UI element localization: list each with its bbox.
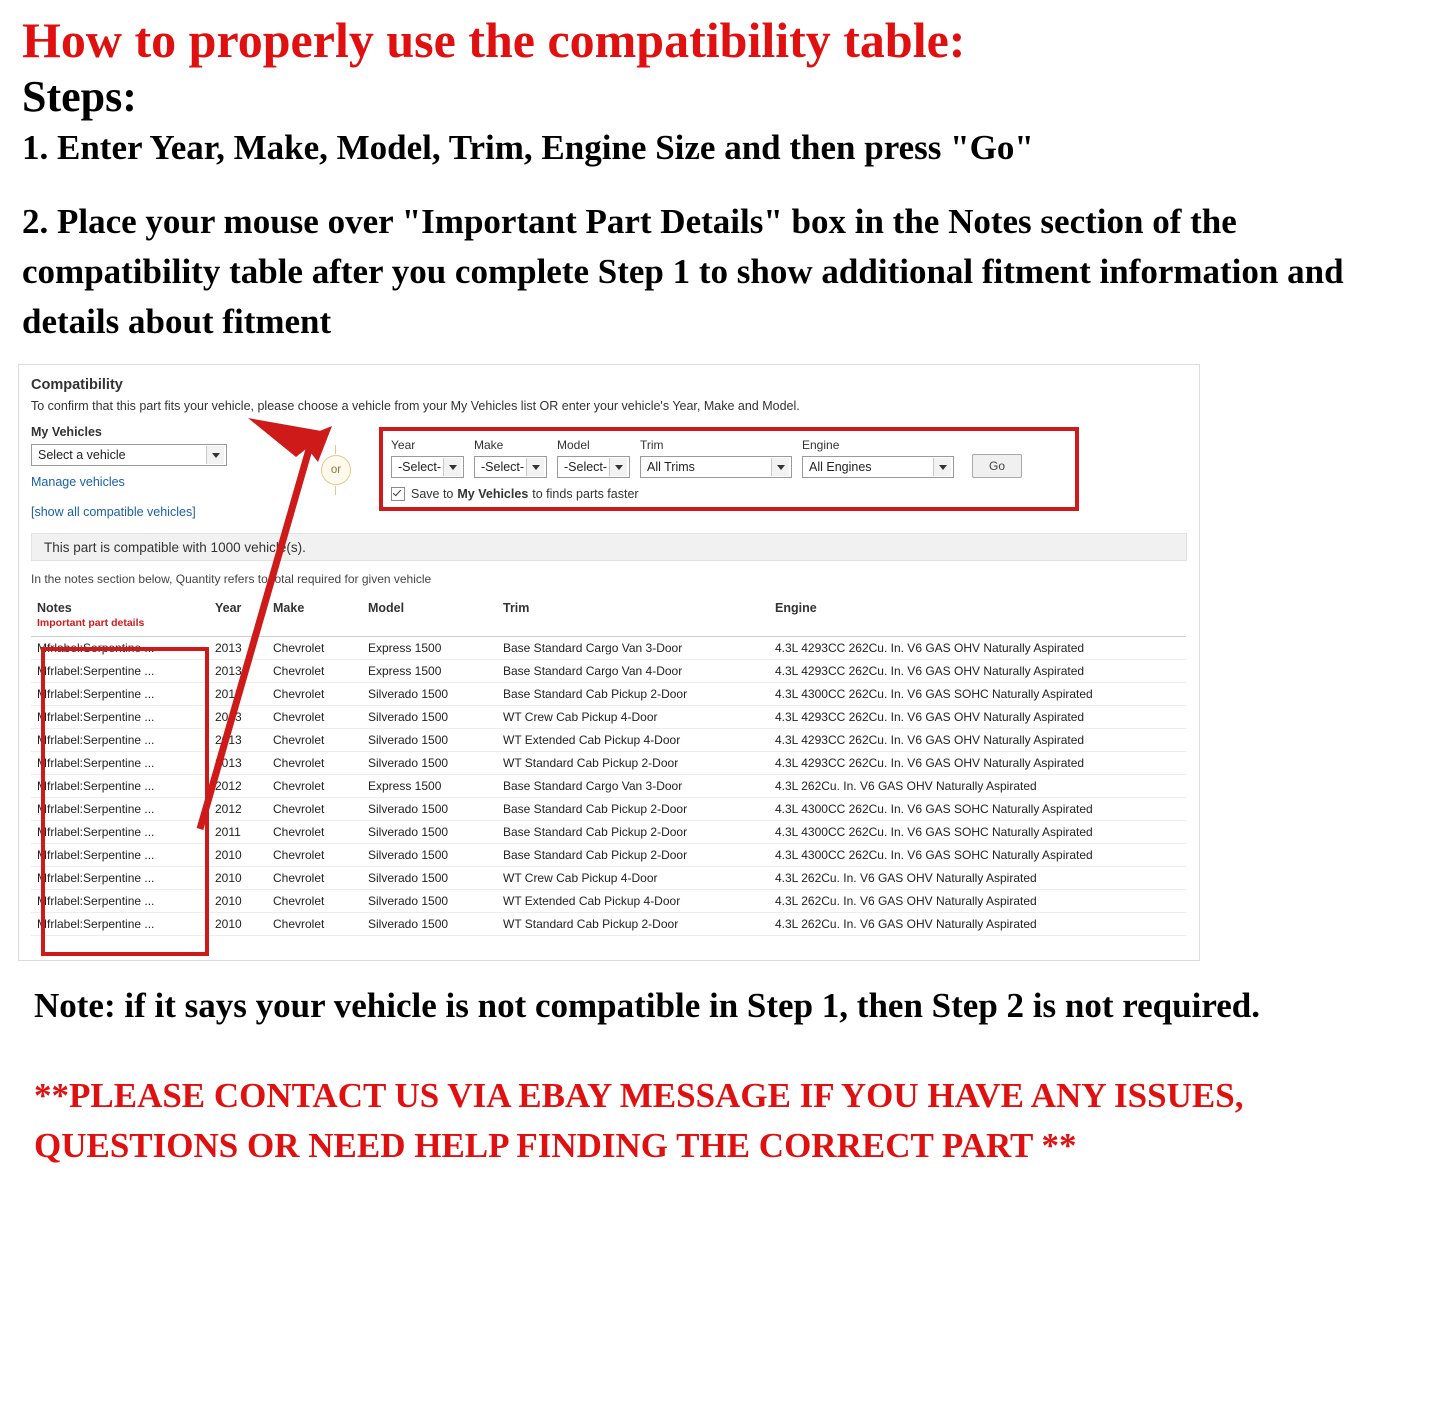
chevron-down-icon (526, 458, 544, 476)
cell-notes[interactable]: Mfrlabel:Serpentine ... (31, 637, 209, 660)
cell-trim: Base Standard Cargo Van 3-Door (497, 637, 769, 660)
page-title: How to properly use the compatibility table: (22, 12, 966, 68)
trim-label: Trim (640, 438, 664, 453)
engine-select[interactable] (802, 456, 954, 478)
cell-year: 2011 (209, 821, 267, 844)
show-all-compatible-vehicles-link[interactable]: [show all compatible vehicles] (31, 505, 196, 520)
cell-notes[interactable]: Mfrlabel:Serpentine ... (31, 752, 209, 775)
trim-field (640, 438, 792, 478)
cell-notes[interactable]: Mfrlabel:Serpentine ... (31, 890, 209, 913)
vehicle-select-value: Select a vehicle (38, 448, 126, 463)
contact-text: **PLEASE CONTACT US VIA EBAY MESSAGE IF YOU HAVE ANY ISSUES, QUESTIONS OR NEED HELP FINDING THE CORRECT PART ** (34, 1075, 1244, 1165)
year-select[interactable] (391, 456, 464, 478)
table-row (31, 844, 1186, 867)
cell-year: 2010 (209, 913, 267, 936)
cell-year: 2013 (209, 660, 267, 683)
cell-model: Silverado 1500 (362, 683, 497, 706)
cell-make: Chevrolet (267, 706, 362, 729)
cell-notes[interactable]: Mfrlabel:Serpentine ... (31, 821, 209, 844)
cell-year: 2013 (209, 706, 267, 729)
cell-engine: 4.3L 262Cu. In. V6 GAS OHV Naturally Aspirated (769, 775, 1186, 798)
chevron-down-icon (771, 458, 789, 476)
table-row (31, 775, 1186, 798)
cell-trim: Base Standard Cab Pickup 2-Door (497, 821, 769, 844)
make-field (474, 438, 547, 478)
cell-year: 2013 (209, 752, 267, 775)
cell-year: 2012 (209, 775, 267, 798)
cell-make: Chevrolet (267, 913, 362, 936)
compatibility-panel (18, 364, 1200, 961)
table-row (31, 729, 1186, 752)
cell-model: Silverado 1500 (362, 729, 497, 752)
cell-trim: Base Standard Cab Pickup 2-Door (497, 844, 769, 867)
step-1-text: 1. Enter Year, Make, Model, Trim, Engine Size and then press "Go" (22, 128, 1034, 168)
my-vehicles-label: My Vehicles (31, 425, 102, 440)
compatibility-subtitle: To confirm that this part fits your vehicle, please choose a vehicle from your My Vehicles list OR enter your vehicle's Year, Make and Model. (31, 399, 800, 414)
table-row (31, 890, 1186, 913)
column-header-make: Make (267, 596, 362, 637)
cell-make: Chevrolet (267, 683, 362, 706)
manage-vehicles-link[interactable]: Manage vehicles (31, 475, 125, 490)
cell-engine: 4.3L 4300CC 262Cu. In. V6 GAS SOHC Naturally Aspirated (769, 683, 1186, 706)
cell-trim: WT Standard Cab Pickup 2-Door (497, 913, 769, 936)
cell-make: Chevrolet (267, 798, 362, 821)
table-header-row (31, 596, 1186, 637)
model-select-value: -Select- (564, 460, 608, 475)
column-header-trim: Trim (497, 596, 769, 637)
my-vehicles-section (19, 425, 289, 519)
cell-engine: 4.3L 4293CC 262Cu. In. V6 GAS OHV Naturally Aspirated (769, 752, 1186, 775)
model-field (557, 438, 630, 478)
save-to-my-vehicles-checkbox[interactable] (391, 487, 405, 501)
cell-notes[interactable]: Mfrlabel:Serpentine ... (31, 775, 209, 798)
chevron-down-icon (609, 458, 627, 476)
cell-model: Silverado 1500 (362, 844, 497, 867)
cell-engine: 4.3L 4293CC 262Cu. In. V6 GAS OHV Naturally Aspirated (769, 729, 1186, 752)
cell-model: Express 1500 (362, 660, 497, 683)
year-label: Year (391, 438, 416, 453)
year-select-value: -Select- (398, 460, 442, 475)
cell-notes[interactable]: Mfrlabel:Serpentine ... (31, 729, 209, 752)
cell-engine: 4.3L 4300CC 262Cu. In. V6 GAS SOHC Naturally Aspirated (769, 821, 1186, 844)
cell-model: Silverado 1500 (362, 821, 497, 844)
cell-model: Silverado 1500 (362, 890, 497, 913)
model-select[interactable] (557, 456, 630, 478)
engine-field (802, 438, 954, 478)
step-2-text: 2. Place your mouse over "Important Part Details" box in the Notes section of the compatibility table after you complete Step 1 to show additional fitment information and details about fitment (22, 202, 1344, 341)
cell-make: Chevrolet (267, 729, 362, 752)
cell-year: 2012 (209, 798, 267, 821)
year-field (391, 438, 464, 478)
column-header-notes (31, 596, 209, 637)
trim-select[interactable] (640, 456, 792, 478)
cell-model: Express 1500 (362, 775, 497, 798)
cell-year: 2013 (209, 683, 267, 706)
cell-engine: 4.3L 4293CC 262Cu. In. V6 GAS OHV Naturally Aspirated (769, 660, 1186, 683)
engine-select-value: All Engines (809, 460, 872, 475)
cell-engine: 4.3L 262Cu. In. V6 GAS OHV Naturally Aspirated (769, 867, 1186, 890)
save-prefix-label: Save to (411, 487, 454, 502)
cell-trim: Base Standard Cargo Van 3-Door (497, 775, 769, 798)
cell-trim: Base Standard Cab Pickup 2-Door (497, 798, 769, 821)
compatibility-heading: Compatibility (31, 377, 123, 394)
cell-trim: Base Standard Cargo Van 4-Door (497, 660, 769, 683)
vehicle-select[interactable] (31, 444, 227, 466)
cell-engine: 4.3L 262Cu. In. V6 GAS OHV Naturally Aspirated (769, 913, 1186, 936)
cell-make: Chevrolet (267, 867, 362, 890)
compatible-count-banner: This part is compatible with 1000 vehicle(s). (31, 533, 1187, 561)
cell-trim: WT Extended Cab Pickup 4-Door (497, 890, 769, 913)
table-row (31, 798, 1186, 821)
note-text: Note: if it says your vehicle is not compatible in Step 1, then Step 2 is not required. (34, 986, 1260, 1026)
cell-year: 2010 (209, 867, 267, 890)
cell-make: Chevrolet (267, 775, 362, 798)
cell-engine: 4.3L 4300CC 262Cu. In. V6 GAS SOHC Naturally Aspirated (769, 798, 1186, 821)
cell-trim: WT Extended Cab Pickup 4-Door (497, 729, 769, 752)
save-bold-label: My Vehicles (457, 487, 529, 502)
table-row (31, 637, 1186, 660)
important-part-details-label: Important part details (37, 617, 145, 630)
chevron-down-icon (443, 458, 461, 476)
make-label: Make (474, 438, 504, 453)
cell-engine: 4.3L 4293CC 262Cu. In. V6 GAS OHV Naturally Aspirated (769, 637, 1186, 660)
table-row (31, 867, 1186, 890)
compatibility-table-body (31, 637, 1186, 936)
model-label: Model (557, 438, 590, 453)
go-button[interactable]: Go (972, 454, 1022, 478)
trim-select-value: All Trims (647, 460, 695, 475)
cell-model: Express 1500 (362, 637, 497, 660)
cell-notes[interactable]: Mfrlabel:Serpentine ... (31, 913, 209, 936)
cell-model: Silverado 1500 (362, 913, 497, 936)
cell-engine: 4.3L 4293CC 262Cu. In. V6 GAS OHV Naturally Aspirated (769, 706, 1186, 729)
notes-hint-text: In the notes section below, Quantity refers to total required for given vehicle (31, 572, 432, 587)
table-row (31, 821, 1186, 844)
make-select[interactable] (474, 456, 547, 478)
cell-year: 2010 (209, 890, 267, 913)
or-divider: or (321, 455, 351, 485)
chevron-down-icon (933, 458, 951, 476)
cell-year: 2013 (209, 637, 267, 660)
cell-model: Silverado 1500 (362, 706, 497, 729)
table-row (31, 660, 1186, 683)
save-suffix-label: to finds parts faster (532, 487, 639, 502)
cell-notes[interactable]: Mfrlabel:Serpentine ... (31, 706, 209, 729)
cell-make: Chevrolet (267, 890, 362, 913)
engine-label: Engine (802, 438, 840, 453)
vehicle-search-form (379, 427, 1079, 511)
chevron-down-icon (206, 446, 224, 464)
table-row (31, 913, 1186, 936)
cell-make: Chevrolet (267, 660, 362, 683)
cell-notes[interactable]: Mfrlabel:Serpentine ... (31, 683, 209, 706)
steps-label: Steps: (22, 71, 137, 121)
cell-trim: WT Crew Cab Pickup 4-Door (497, 867, 769, 890)
column-header-year: Year (209, 596, 267, 637)
notes-header-label: Notes (37, 601, 72, 616)
table-row (31, 683, 1186, 706)
cell-make: Chevrolet (267, 844, 362, 867)
cell-trim: Base Standard Cab Pickup 2-Door (497, 683, 769, 706)
column-header-model: Model (362, 596, 497, 637)
cell-engine: 4.3L 4300CC 262Cu. In. V6 GAS SOHC Naturally Aspirated (769, 844, 1186, 867)
compatibility-table (31, 596, 1186, 936)
table-row (31, 752, 1186, 775)
cell-notes[interactable]: Mfrlabel:Serpentine ... (31, 660, 209, 683)
instruction-page (0, 14, 1445, 1407)
cell-notes[interactable]: Mfrlabel:Serpentine ... (31, 844, 209, 867)
table-row (31, 706, 1186, 729)
cell-notes[interactable]: Mfrlabel:Serpentine ... (31, 798, 209, 821)
make-select-value: -Select- (481, 460, 525, 475)
cell-year: 2010 (209, 844, 267, 867)
cell-year: 2013 (209, 729, 267, 752)
cell-make: Chevrolet (267, 821, 362, 844)
cell-trim: WT Crew Cab Pickup 4-Door (497, 706, 769, 729)
column-header-engine: Engine (769, 596, 1186, 637)
cell-make: Chevrolet (267, 637, 362, 660)
save-to-my-vehicles-row[interactable] (391, 487, 1075, 501)
cell-model: Silverado 1500 (362, 798, 497, 821)
cell-notes[interactable]: Mfrlabel:Serpentine ... (31, 867, 209, 890)
cell-model: Silverado 1500 (362, 867, 497, 890)
cell-model: Silverado 1500 (362, 752, 497, 775)
cell-engine: 4.3L 262Cu. In. V6 GAS OHV Naturally Aspirated (769, 890, 1186, 913)
cell-make: Chevrolet (267, 752, 362, 775)
cell-trim: WT Standard Cab Pickup 2-Door (497, 752, 769, 775)
